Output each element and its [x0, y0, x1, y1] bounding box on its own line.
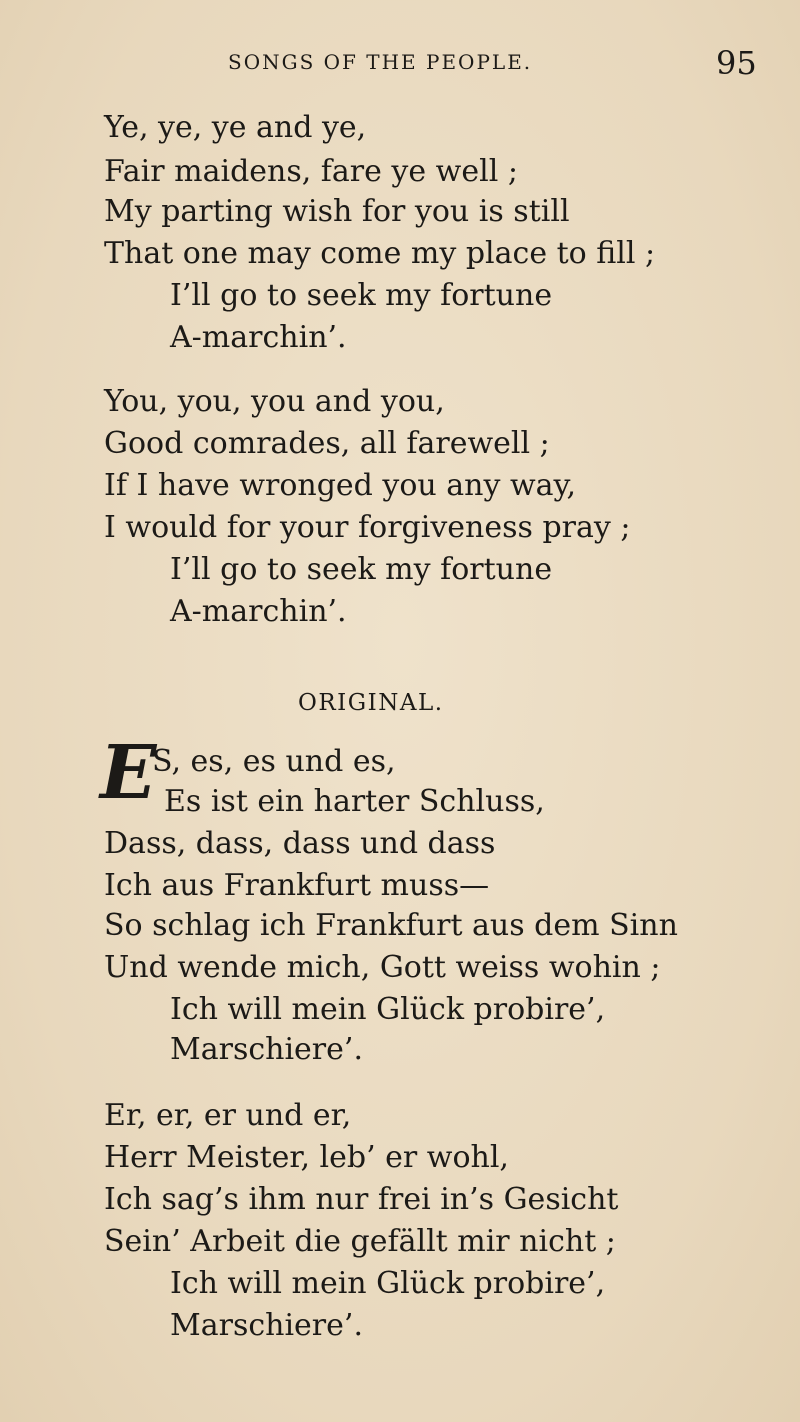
- verse-line: I would for your forgiveness pray ;: [104, 510, 631, 545]
- verse-line: Und wende mich, Gott weiss wohin ;: [104, 950, 661, 985]
- verse-line: My parting wish for you is still: [104, 194, 570, 229]
- verse-line: Ich sag’s ihm nur frei in’s Gesicht: [104, 1182, 619, 1217]
- verse-line: Fair maidens, fare ye well ;: [104, 154, 518, 189]
- verse-line-indented: A-marchin’.: [170, 594, 347, 629]
- section-heading: ORIGINAL.: [298, 690, 444, 716]
- page-number: 95: [716, 44, 757, 82]
- verse-line: Dass, dass, dass und dass: [104, 826, 496, 861]
- verse-line-indented: Marschiere’.: [170, 1308, 363, 1343]
- verse-line-indented: I’ll go to seek my fortune: [170, 552, 553, 587]
- verse-line: Good comrades, all farewell ;: [104, 426, 550, 461]
- verse-line-indented: A-marchin’.: [170, 320, 347, 355]
- verse-line: If I have wronged you any way,: [104, 468, 577, 503]
- verse-line: Ich aus Frankfurt muss—: [104, 868, 490, 903]
- verse-line: That one may come my place to fill ;: [104, 236, 656, 271]
- verse-line: Es ist ein harter Schluss,: [164, 784, 545, 819]
- verse-line: Herr Meister, leb’ er wohl,: [104, 1140, 509, 1175]
- verse-line: Er, er, er und er,: [104, 1098, 352, 1133]
- drop-cap: E: [100, 730, 157, 816]
- verse-line-indented: Ich will mein Glück probire’,: [170, 1266, 606, 1301]
- verse-line: Sein’ Arbeit die gefällt mir nicht ;: [104, 1224, 616, 1259]
- verse-line-indented: I’ll go to seek my fortune: [170, 278, 553, 313]
- verse-line: You, you, you and you,: [104, 384, 445, 419]
- running-title: SONGS OF THE PEOPLE.: [228, 50, 533, 74]
- verse-line-indented: Marschiere’.: [170, 1032, 363, 1067]
- verse-line: So schlag ich Frankfurt aus dem Sinn: [104, 908, 678, 943]
- running-head: [0, 44, 800, 84]
- verse-line-indented: Ich will mein Glück probire’,: [170, 992, 606, 1027]
- verse-line: Ye, ye, ye and ye,: [104, 110, 367, 145]
- verse-line: S, es, es und es,: [152, 744, 396, 779]
